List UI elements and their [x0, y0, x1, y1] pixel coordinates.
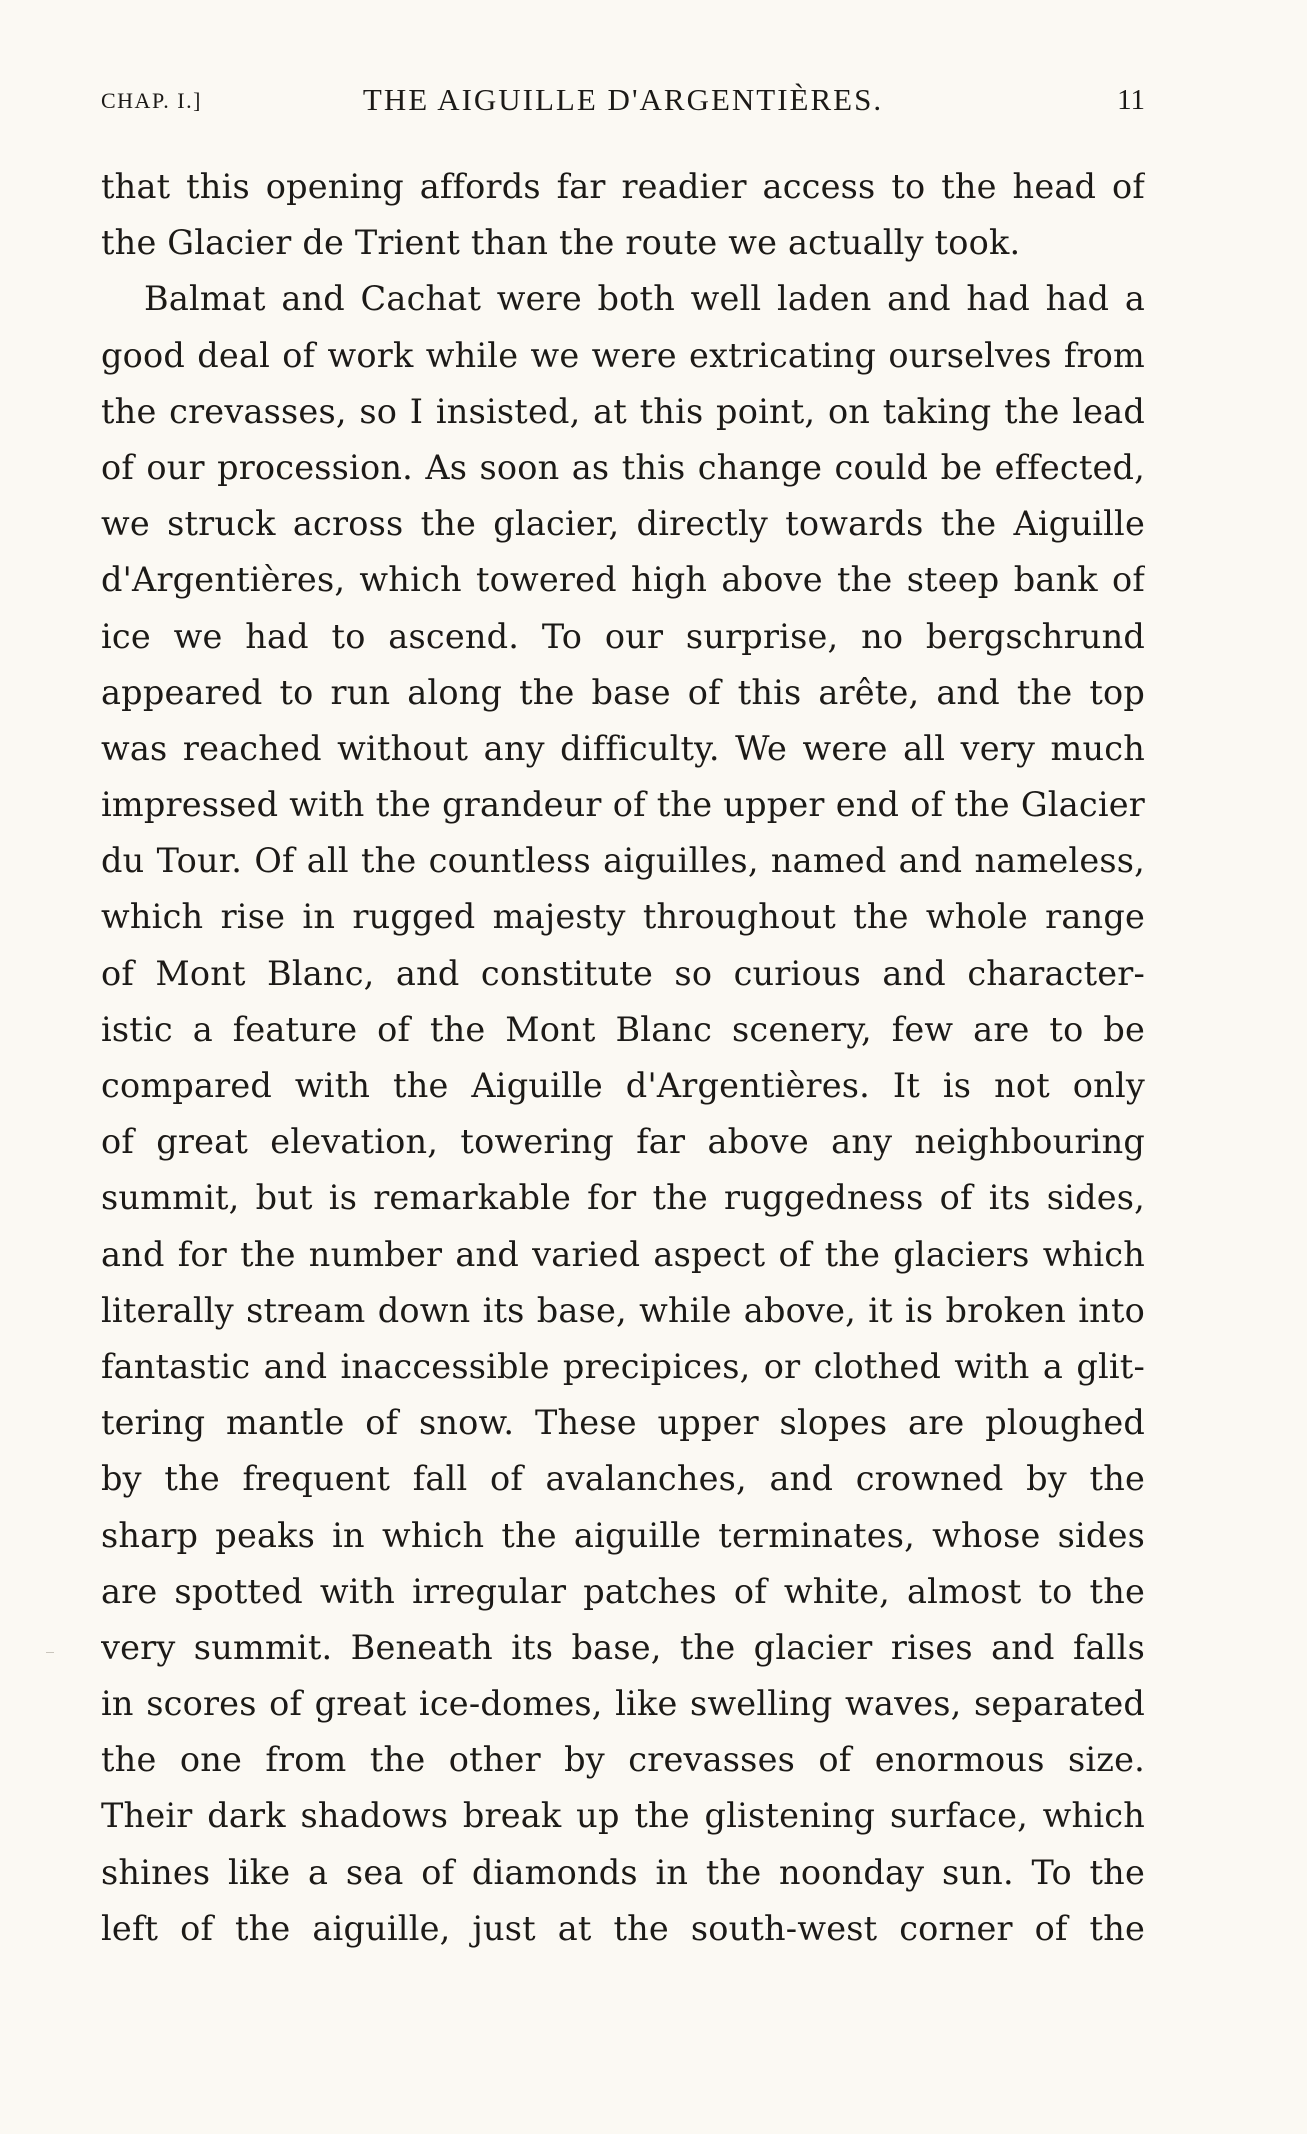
text-line: of great elevation, towering far above any neighbouring	[101, 1122, 1145, 1162]
text-line: are spotted with irregular patches of white, almost to the	[101, 1571, 1145, 1611]
text-line: compared with the Aiguille d'Argentières. It is not only	[101, 1066, 1145, 1105]
text-line: summit, but is remarkable for the ruggedness of its sides,	[101, 1178, 1145, 1218]
text-line: left of the aiguille, just at the south-west corner of the	[101, 1908, 1145, 1948]
text-line: impressed with the grandeur of the upper end of the Glacier	[101, 785, 1145, 825]
text-line: which rise in rugged majesty throughout the whole range	[101, 897, 1145, 937]
text-line: sharp peaks in which the aiguille terminates, whose sides	[101, 1515, 1145, 1555]
body-text	[101, 159, 1145, 1957]
text-line: d'Argentières, which towered high above the steep bank of	[101, 560, 1145, 600]
text-line: of our procession. As soon as this change could be effected,	[101, 447, 1145, 487]
running-title: THE AIGUILLE D'ARGENTIÈRES.	[362, 82, 884, 117]
chapter-label: CHAP. I.]	[101, 88, 202, 113]
text-line: that this opening affords far readier access to the head of	[101, 167, 1145, 206]
running-header	[101, 82, 1145, 122]
text-line: the one from the other by crevasses of enormous size.	[101, 1740, 1145, 1780]
text-line: fantastic and inaccessible precipices, or clothed with a glit-	[101, 1346, 1145, 1386]
text-line: the crevasses, so I insisted, at this point, on taking the lead	[101, 391, 1145, 431]
text-line: of Mont Blanc, and constitute so curious and character-	[101, 953, 1145, 993]
text-line: Their dark shadows break up the glistening surface, which	[101, 1796, 1145, 1836]
text-line: du Tour. Of all the countless aiguilles, named and nameless,	[101, 841, 1145, 881]
margin-mark	[46, 1652, 54, 1653]
text-line: and for the number and varied aspect of the glaciers which	[101, 1234, 1145, 1274]
text-line: very summit. Beneath its base, the glacier rises and falls	[101, 1627, 1145, 1667]
text-line: tering mantle of snow. These upper slopes are ploughed	[101, 1403, 1145, 1443]
text-line: literally stream down its base, while above, it is broken into	[101, 1290, 1145, 1330]
text-line: we struck across the glacier, directly towards the Aiguille	[101, 504, 1145, 544]
text-line: by the frequent fall of avalanches, and crowned by the	[101, 1459, 1145, 1499]
text-line: Balmat and Cachat were both well laden and had had a	[144, 279, 1145, 319]
text-line: shines like a sea of diamonds in the noonday sun. To the	[101, 1852, 1145, 1892]
text-line: the Glacier de Trient than the route we actually took.	[101, 223, 1021, 263]
text-line: was reached without any difficulty. We were all very much	[101, 728, 1145, 768]
text-line: istic a feature of the Mont Blanc scenery, few are to be	[101, 1009, 1145, 1049]
text-line: good deal of work while we were extricating ourselves from	[101, 335, 1145, 375]
text-line: ice we had to ascend. To our surprise, no bergschrund	[101, 616, 1145, 656]
text-line: appeared to run along the base of this arête, and the top	[101, 672, 1145, 712]
page-number: 11	[1117, 84, 1145, 116]
text-line: in scores of great ice-domes, like swelling waves, separated	[101, 1684, 1145, 1724]
